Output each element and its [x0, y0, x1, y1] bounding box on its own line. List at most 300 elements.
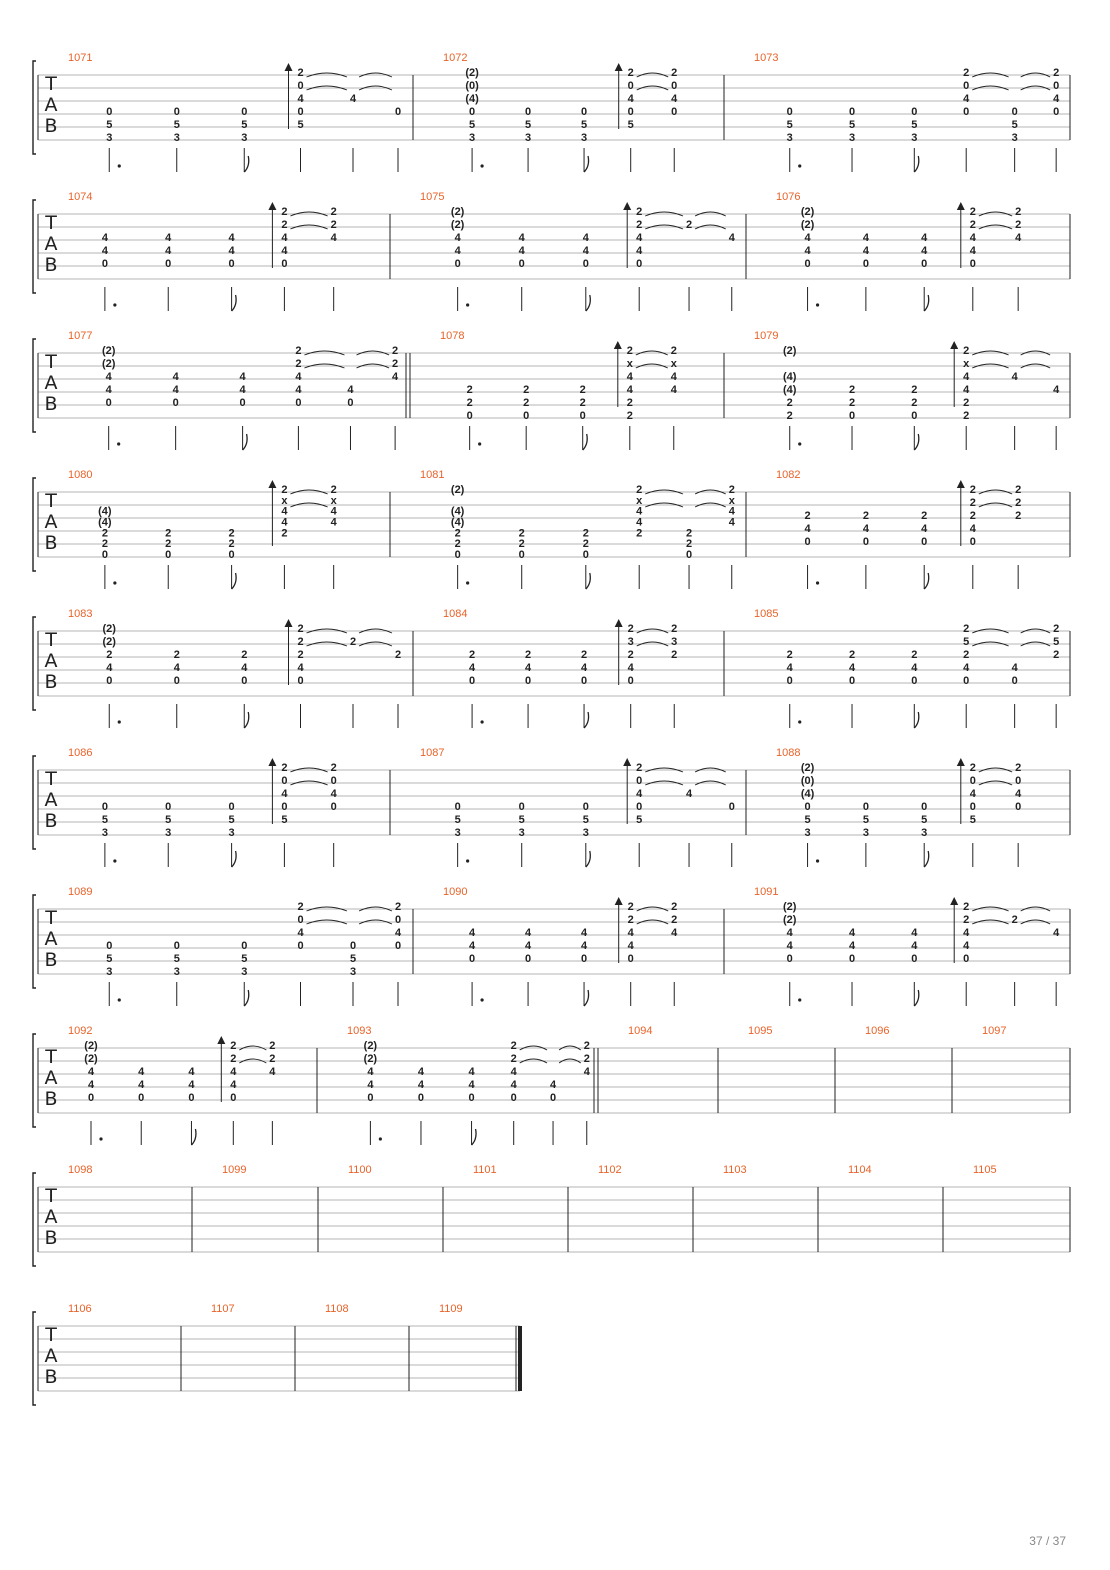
fret-number: 2 — [579, 384, 586, 396]
tab-clef-letter: A — [44, 650, 58, 672]
beat-chord — [268, 202, 327, 311]
fret-number: 2 — [394, 901, 402, 913]
fret-number: (0) — [465, 80, 479, 92]
fret-number: 2 — [454, 527, 461, 540]
rhythm-dot — [117, 442, 120, 445]
beat-chord — [525, 106, 531, 172]
fret-number: 4 — [969, 245, 976, 257]
fret-number: 0 — [165, 801, 172, 813]
eighth-flag — [584, 156, 589, 172]
rhythm-dot — [99, 1137, 102, 1140]
fret-number: 2 — [963, 901, 970, 913]
fret-number: 2 — [969, 206, 976, 218]
tab-clef-letter: A — [44, 372, 58, 394]
fret-number: 2 — [101, 538, 108, 551]
fret-number: 2 — [969, 510, 976, 522]
fret-number: 2 — [671, 914, 678, 926]
fret-number: (2) — [101, 345, 116, 357]
tab-clef-letter: B — [44, 810, 58, 832]
fret-number: 0 — [297, 80, 304, 92]
fret-number: 0 — [172, 397, 179, 409]
fret-number: 4 — [230, 1079, 237, 1091]
beat-chord — [106, 940, 121, 1006]
beat-chord — [729, 232, 736, 311]
fret-number: 2 — [295, 358, 302, 370]
tab-system — [33, 52, 1070, 172]
fret-number: 4 — [1011, 662, 1018, 674]
measure-number: 1080 — [68, 469, 93, 481]
system-bracket — [33, 1312, 36, 1405]
fret-number: 4 — [636, 245, 643, 257]
rhythm-dot — [798, 998, 801, 1001]
fret-number: 2 — [466, 397, 473, 409]
fret-number: 4 — [786, 927, 793, 939]
fret-number: 0 — [848, 410, 856, 422]
fret-number: 4 — [330, 232, 337, 244]
fret-number: 0 — [671, 106, 678, 118]
eighth-flag — [586, 295, 591, 311]
fret-number: 2 — [1053, 67, 1060, 79]
beat-chord — [84, 1040, 102, 1145]
fret-number: 0 — [241, 675, 248, 687]
fret-number: 0 — [580, 953, 588, 965]
rhythm-dot — [118, 720, 121, 723]
beat-chord — [911, 106, 919, 172]
fret-number: 2 — [281, 762, 288, 774]
fret-number: 2 — [297, 649, 304, 661]
system-bracket — [33, 1173, 36, 1266]
beat-chord — [921, 510, 929, 589]
strum-arrowhead — [623, 202, 631, 210]
beat-chord — [467, 384, 482, 450]
fret-number: 4 — [392, 371, 399, 383]
fret-number: 2 — [627, 649, 634, 661]
fret-number: 5 — [281, 814, 288, 826]
fret-number: 4 — [394, 927, 402, 939]
fret-number: 2 — [297, 67, 304, 79]
fret-number: 4 — [549, 1079, 557, 1091]
fret-number: 2 — [330, 484, 337, 496]
beat-chord — [297, 901, 347, 1006]
beat-chord — [1053, 623, 1059, 728]
measure-number: 1085 — [754, 608, 779, 620]
fret-number: 4 — [963, 940, 970, 952]
fret-number: 0 — [911, 410, 918, 422]
beat-chord — [911, 649, 919, 728]
beat-chord — [295, 345, 344, 450]
fret-number: 2 — [963, 397, 970, 409]
beat-chord — [849, 649, 856, 728]
beat-chord — [581, 106, 589, 172]
fret-number: 4 — [636, 788, 643, 800]
rhythm-dot — [118, 164, 121, 167]
fret-number: 2 — [523, 384, 530, 396]
rhythm-dot — [113, 581, 116, 584]
fret-number: 2 — [627, 623, 634, 635]
beat-chord — [525, 649, 532, 728]
fret-number: 2 — [969, 219, 976, 231]
beat-chord — [188, 1066, 196, 1145]
beat-chord — [102, 801, 117, 867]
tab-system — [33, 608, 1070, 728]
beat-chord — [469, 649, 484, 728]
fret-number: 0 — [347, 397, 354, 409]
fret-number: 2 — [969, 497, 976, 509]
fret-number: 4 — [627, 940, 634, 952]
fret-number: 4 — [582, 232, 589, 244]
fret-number: 2 — [241, 649, 248, 661]
fret-number: 2 — [671, 901, 678, 913]
fret-number: 4 — [728, 232, 735, 244]
beat-chord — [615, 897, 669, 1006]
fret-number: 0 — [580, 675, 588, 687]
fret-number: (2) — [800, 762, 815, 774]
fret-number: 4 — [87, 1066, 95, 1078]
fret-number: 0 — [173, 675, 180, 687]
fret-number: 4 — [510, 1079, 517, 1091]
fret-number: 4 — [582, 245, 589, 257]
fret-number: 3 — [848, 132, 856, 144]
beat-chord — [268, 480, 327, 589]
fret-number: 4 — [963, 93, 970, 105]
fret-number: 0 — [87, 1092, 95, 1104]
fret-number: 3 — [349, 966, 357, 978]
fret-number: 4 — [525, 927, 532, 939]
fret-number: (4) — [450, 505, 465, 518]
fret-number: 2 — [582, 538, 589, 551]
measure-number: 1090 — [443, 886, 468, 898]
fret-number: 0 — [969, 801, 976, 813]
fret-number: 5 — [1053, 636, 1060, 648]
fret-number: 2 — [466, 384, 473, 396]
fret-number: 0 — [188, 1092, 195, 1104]
fret-number: 5 — [786, 119, 793, 131]
fret-number: 2 — [582, 527, 589, 540]
fret-number: 0 — [582, 549, 589, 561]
fret-number: 0 — [101, 549, 108, 561]
fret-number: 5 — [297, 119, 304, 131]
beat-chord — [519, 527, 525, 589]
beat-chord — [268, 758, 327, 867]
fret-number: 0 — [106, 675, 113, 687]
beat-chord — [783, 901, 801, 1006]
fret-number: 4 — [165, 232, 172, 244]
eighth-flag — [232, 573, 237, 589]
rhythm-dot — [113, 303, 116, 306]
fret-number: 4 — [804, 523, 811, 535]
rhythm-dot — [816, 581, 819, 584]
fret-number: 2 — [579, 397, 586, 409]
fret-number: 4 — [330, 788, 337, 800]
fret-number: 4 — [969, 232, 976, 244]
fret-number: 3 — [101, 827, 108, 839]
measure-number: 1074 — [68, 191, 93, 203]
fret-number: 2 — [281, 484, 288, 496]
fret-number: (2) — [102, 636, 116, 648]
fret-number: 4 — [295, 371, 302, 383]
fret-number: 0 — [911, 106, 918, 118]
beat-chord — [331, 484, 338, 589]
fret-number: 0 — [627, 80, 634, 92]
beat-chord — [729, 484, 736, 589]
system-bracket — [33, 61, 36, 154]
fret-number: 4 — [367, 1079, 374, 1091]
beat-chord — [455, 801, 470, 867]
strum-arrowhead — [268, 758, 276, 766]
fret-number: 5 — [525, 119, 532, 131]
fret-number: 4 — [281, 505, 288, 518]
fret-number: 0 — [281, 258, 288, 270]
beat-chord — [921, 801, 929, 867]
fret-number: 2 — [671, 623, 678, 635]
fret-number: 2 — [228, 527, 235, 540]
tab-clef-letter: T — [45, 351, 57, 373]
fret-number: 0 — [228, 549, 235, 561]
eighth-flag — [914, 990, 919, 1006]
strum-arrowhead — [217, 1036, 225, 1044]
fret-number: 0 — [106, 106, 113, 118]
fret-number: 3 — [627, 636, 634, 648]
tab-clef-letter: T — [45, 907, 57, 929]
fret-number: 0 — [241, 106, 248, 118]
fret-number: 2 — [685, 219, 693, 231]
fret-number: 0 — [101, 258, 108, 270]
system-bracket — [33, 756, 36, 849]
beat-chord — [174, 649, 181, 728]
tab-clef-letter: A — [44, 1345, 58, 1367]
fret-number: 2 — [804, 510, 811, 522]
tab-clef-letter: B — [44, 115, 58, 137]
eighth-flag — [472, 1129, 477, 1145]
fret-number: 3 — [804, 827, 811, 839]
fret-number: 0 — [848, 106, 856, 118]
beat-chord — [950, 341, 1008, 450]
fret-number: 5 — [469, 119, 476, 131]
fret-number: 0 — [297, 914, 304, 926]
fret-number: 2 — [230, 1053, 237, 1065]
fret-number: 2 — [627, 67, 634, 79]
fret-number: 4 — [281, 232, 288, 244]
fret-number: 4 — [671, 927, 678, 939]
fret-number: 0 — [582, 801, 589, 813]
fret-number: 3 — [582, 827, 589, 839]
fret-number: 0 — [106, 940, 113, 952]
fret-number: 4 — [172, 384, 179, 396]
measure-number: 1091 — [754, 886, 779, 898]
fret-number: 4 — [848, 940, 856, 952]
fret-number: 5 — [1011, 119, 1018, 131]
beat-chord — [395, 106, 401, 172]
fret-number: 2 — [330, 762, 337, 774]
fret-number: 3 — [1011, 132, 1018, 144]
beat-chord — [623, 758, 683, 867]
strum-arrowhead — [285, 63, 293, 71]
fret-number: 0 — [230, 1092, 237, 1104]
fret-number: 0 — [1011, 675, 1018, 687]
fret-number: 0 — [469, 106, 476, 118]
fret-number: 0 — [580, 106, 588, 118]
tab-clef-letter: T — [45, 1046, 57, 1068]
fret-number: 0 — [969, 258, 976, 270]
fret-number: 0 — [582, 258, 589, 270]
fret-number: 4 — [862, 245, 869, 257]
rhythm-dot — [113, 859, 116, 862]
fret-number: 4 — [911, 927, 918, 939]
tab-clef-letter: T — [45, 212, 57, 234]
fret-number: 4 — [138, 1066, 145, 1078]
fret-number: 4 — [239, 384, 246, 396]
beat-chord — [451, 484, 469, 589]
fret-number: 0 — [468, 1092, 475, 1104]
fret-number: 2 — [671, 67, 678, 79]
strum-arrowhead — [285, 619, 293, 627]
beat-chord — [671, 623, 677, 728]
fret-number: 2 — [394, 649, 402, 661]
beat-chord — [911, 927, 919, 1006]
fret-number: 4 — [269, 1066, 276, 1078]
fret-number: 4 — [101, 232, 108, 244]
fret-number: 4 — [583, 1066, 590, 1078]
fret-number: 2 — [911, 649, 918, 661]
fret-number: 4 — [228, 232, 235, 244]
fret-number: 4 — [963, 662, 970, 674]
fret-number: 2 — [671, 649, 678, 661]
fret-number: 0 — [138, 1092, 145, 1104]
fret-number: 0 — [394, 914, 402, 926]
fret-number: 0 — [969, 536, 976, 548]
fret-number: 0 — [525, 953, 532, 965]
beat-chord — [801, 206, 819, 311]
fret-number: 4 — [728, 505, 735, 518]
fret-number: 0 — [786, 953, 793, 965]
fret-number: 0 — [1015, 775, 1022, 787]
fret-number: 2 — [627, 914, 634, 926]
fret-number: 0 — [523, 410, 530, 422]
rhythm-dot — [798, 164, 801, 167]
beat-chord — [787, 649, 802, 728]
beat-chord — [174, 940, 180, 1006]
fret-number: 0 — [579, 410, 586, 422]
fret-number: 2 — [165, 527, 172, 540]
fret-number: 4 — [627, 927, 634, 939]
beat-chord — [911, 384, 919, 450]
strum-arrowhead — [950, 897, 958, 905]
fret-number: 4 — [417, 1079, 425, 1091]
fret-number: 4 — [1053, 384, 1060, 396]
fret-number: 4 — [347, 384, 354, 396]
fret-number: 4 — [525, 940, 532, 952]
beat-chord — [849, 106, 855, 172]
fret-number: 0 — [627, 106, 634, 118]
fret-number: 2 — [1015, 484, 1022, 496]
fret-number: 2 — [583, 1053, 590, 1065]
fret-number: 4 — [330, 516, 337, 529]
tab-clef-letter: B — [44, 254, 58, 276]
fret-number: 5 — [580, 119, 588, 131]
beat-chord — [921, 232, 929, 311]
strum-arrowhead — [615, 63, 623, 71]
fret-number: 4 — [295, 384, 302, 396]
fret-number: 0 — [469, 953, 476, 965]
eighth-flag — [191, 1129, 196, 1145]
fret-number: 0 — [518, 258, 525, 270]
beat-chord — [636, 484, 683, 589]
fret-number: (4) — [783, 384, 797, 396]
rhythm-dot — [816, 303, 819, 306]
fret-number: 4 — [468, 1066, 475, 1078]
fret-number: 0 — [963, 106, 970, 118]
tab-clef-letter: A — [44, 511, 58, 533]
page-number: 37 / 37 — [1029, 1534, 1066, 1548]
fret-number: 4 — [297, 662, 304, 674]
tab-clef-letter: T — [45, 629, 57, 651]
fret-number: 2 — [963, 410, 970, 422]
final-barline-thick — [518, 1326, 522, 1391]
fret-number: 0 — [165, 549, 172, 561]
fret-number: 5 — [911, 119, 918, 131]
fret-number: (2) — [101, 358, 116, 370]
fret-number: 2 — [1053, 649, 1060, 661]
measure-number: 1092 — [68, 1025, 93, 1037]
beat-chord — [165, 232, 172, 311]
fret-number: 4 — [627, 662, 634, 674]
fret-number: (2) — [450, 206, 465, 218]
tab-system — [33, 1303, 522, 1405]
tab-clef-letter: T — [45, 1324, 57, 1346]
fret-number: (2) — [84, 1040, 98, 1052]
fret-number: 2 — [728, 484, 735, 496]
fret-number: 2 — [1015, 497, 1022, 509]
fret-number: 4 — [87, 1079, 95, 1091]
fret-number: 0 — [228, 258, 235, 270]
fret-number: 0 — [921, 801, 928, 813]
fret-number: (2) — [102, 623, 116, 635]
beat-chord — [957, 202, 1012, 311]
eighth-flag — [914, 712, 919, 728]
fret-number: 5 — [349, 953, 357, 965]
fret-number: 4 — [848, 927, 856, 939]
fret-number: 4 — [728, 516, 735, 529]
beat-chord — [229, 527, 237, 589]
fret-number: 2 — [862, 510, 869, 522]
fret-number: 4 — [580, 662, 588, 674]
fret-number: 0 — [549, 1092, 557, 1104]
measure-number: 1094 — [628, 1025, 653, 1037]
beat-chord — [468, 1066, 476, 1145]
measure-number: 1083 — [68, 608, 93, 620]
fret-number: (2) — [783, 914, 797, 926]
fret-number: 4 — [921, 245, 928, 257]
beat-chord — [957, 480, 1012, 589]
measure-number: 1109 — [439, 1303, 463, 1315]
fret-number: 2 — [626, 397, 633, 409]
strum-arrowhead — [615, 619, 623, 627]
fret-number: 0 — [417, 1092, 425, 1104]
fret-number: 4 — [1011, 371, 1018, 383]
fret-number: 5 — [241, 119, 248, 131]
fret-number: 0 — [297, 106, 304, 118]
fret-number: 5 — [848, 119, 856, 131]
fret-number: (2) — [783, 901, 797, 913]
fret-number: 0 — [636, 775, 643, 787]
fret-number: (2) — [800, 206, 815, 218]
fret-number: 0 — [804, 801, 811, 813]
fret-number: 2 — [173, 649, 180, 661]
fret-number: 2 — [1015, 219, 1022, 231]
beat-chord — [269, 1040, 276, 1145]
fret-number: 4 — [469, 662, 476, 674]
beat-chord — [863, 510, 870, 589]
